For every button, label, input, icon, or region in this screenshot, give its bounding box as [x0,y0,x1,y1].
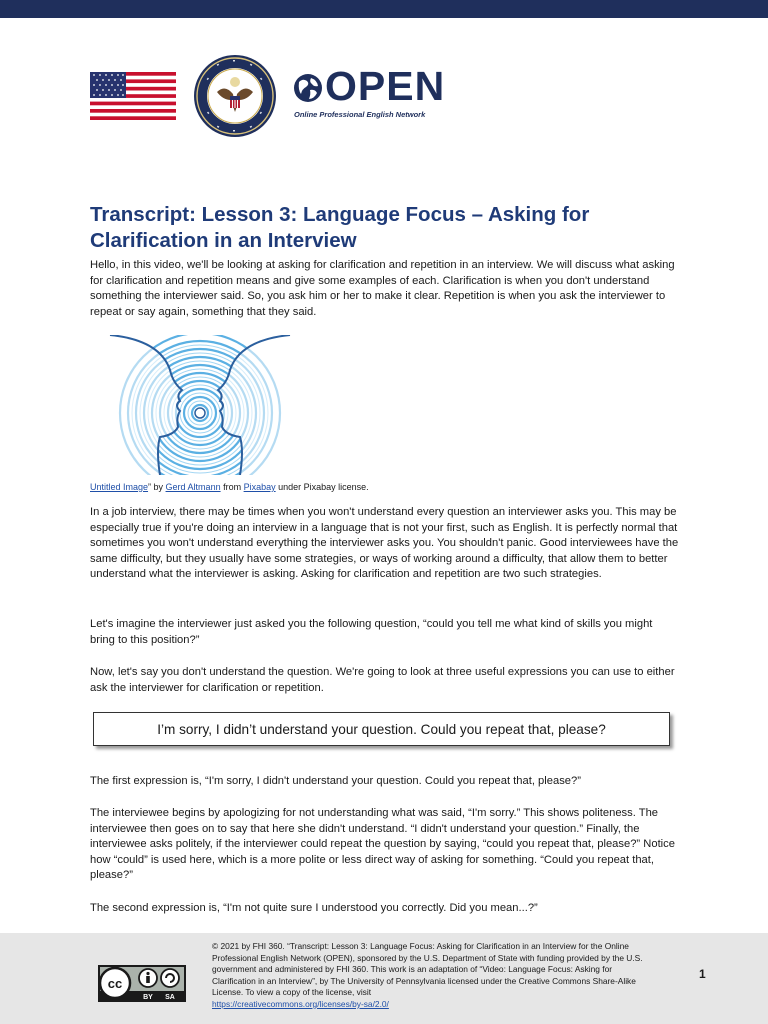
top-banner-bar [0,0,768,18]
caption-source-link[interactable]: Pixabay [243,482,276,492]
cc-by-label: BY [143,994,153,1001]
department-of-state-seal-icon [193,54,277,138]
cc-by-sa-license-icon [98,965,186,1002]
open-logo-wordmark: OPEN [325,63,446,109]
license-notice-text: © 2021 by FHI 360. “Transcript: Lesson 3: Language Focus: Asking for Clarification in an Interview for the Online Professional English Network (OPEN), sponsored by the U.S. Department of State with funding provided by the U.S. government and administered by FHI 360. This work is an adaptation of “Video: Language Focus: Asking for Clarification in an Interview”, by The University of Pennsylvania licensed under the Creative Commons Share-Alike License. To view a copy of the license, visit [212,941,643,998]
caption-by-text: ” by [148,482,166,492]
caption-license-text: under Pixabay license. [275,482,369,492]
caption-image-link[interactable]: Untitled Image [90,482,149,492]
document-title: Transcript: Lesson 3: Language Focus – Asking for Clarification in an Interview [90,203,590,252]
paragraph-second-expression: The second expression is, “I'm not quite sure I understood you correctly. Did you mean...?” [90,902,538,914]
caption-author-link[interactable]: Gerd Altmann [165,482,221,492]
us-flag-icon [90,72,176,120]
license-notice [212,941,654,1011]
caption-from-text: from [220,482,244,492]
image-caption [90,482,369,492]
expression-callout-text: I’m sorry, I didn’t understand your question. Could you repeat that, please? [157,721,606,737]
page-number: 1 [699,967,706,981]
paragraph-three-expressions: Now, let's say you don't understand the question. We're going to look at three useful expressions you can use to either ask the interviewer for clarification or repetition. [90,666,675,694]
paragraph-first-expression: The first expression is, “I'm sorry, I didn't understand your question. Could you repeat that, please?” [90,775,581,787]
open-logo-subtitle: Online Professional English Network [294,110,426,119]
intro-paragraph: Hello, in this video, we'll be looking at asking for clarification and repetition in an interview. We will discuss what asking for clarification and repetition means and give some examples of each. Clarification is when you don't understand something the interviewer said. So, you ask him or her to make it clear. Repetition is when you ask the interviewer to repeat or say again, something that they said. [90,259,675,318]
paragraph-interviewee-explanation: The interviewee begins by apologizing for not understanding what was said, “I'm sorry.” This shows politeness. The interviewee then goes on to say that here she didn't understand. “I didn't understand your question.” Finally, the interviewee asks politely, if the interviewer could repeat the question by saying, “could you repeat that, please?” Notice how “could” is used here, which is a more polite or less direct way of asking for something. “Could you repeat that, please?” [90,807,675,882]
license-url-link[interactable]: https://creativecommons.org/licenses/by-sa/2.0/ [212,998,389,1009]
faces-illustration-image [90,335,298,475]
cc-sa-label: SA [165,994,175,1001]
paragraph-imagine-question: Let's imagine the interviewer just asked you the following question, “could you tell me what kind of skills you might bring to this position?” [90,618,653,646]
paragraph-job-interview: In a job interview, there may be times when you won't understand every question an interviewer asks you. This may be especially true if you're doing an interview in a language that is not your first, such as English. It is perfectly normal that sometimes you won't understand everything the interviewer asks you. You shouldn't panic. Good interviewees have the same difficulty, but they usually have some strategies, or ways of working around a difficulty, that allow them to better understand what the interviewer is asking. Asking for clarification and repetition are two such strategies. [90,506,679,581]
svg-text:cc: cc [107,976,123,991]
expression-callout-box [93,712,670,746]
